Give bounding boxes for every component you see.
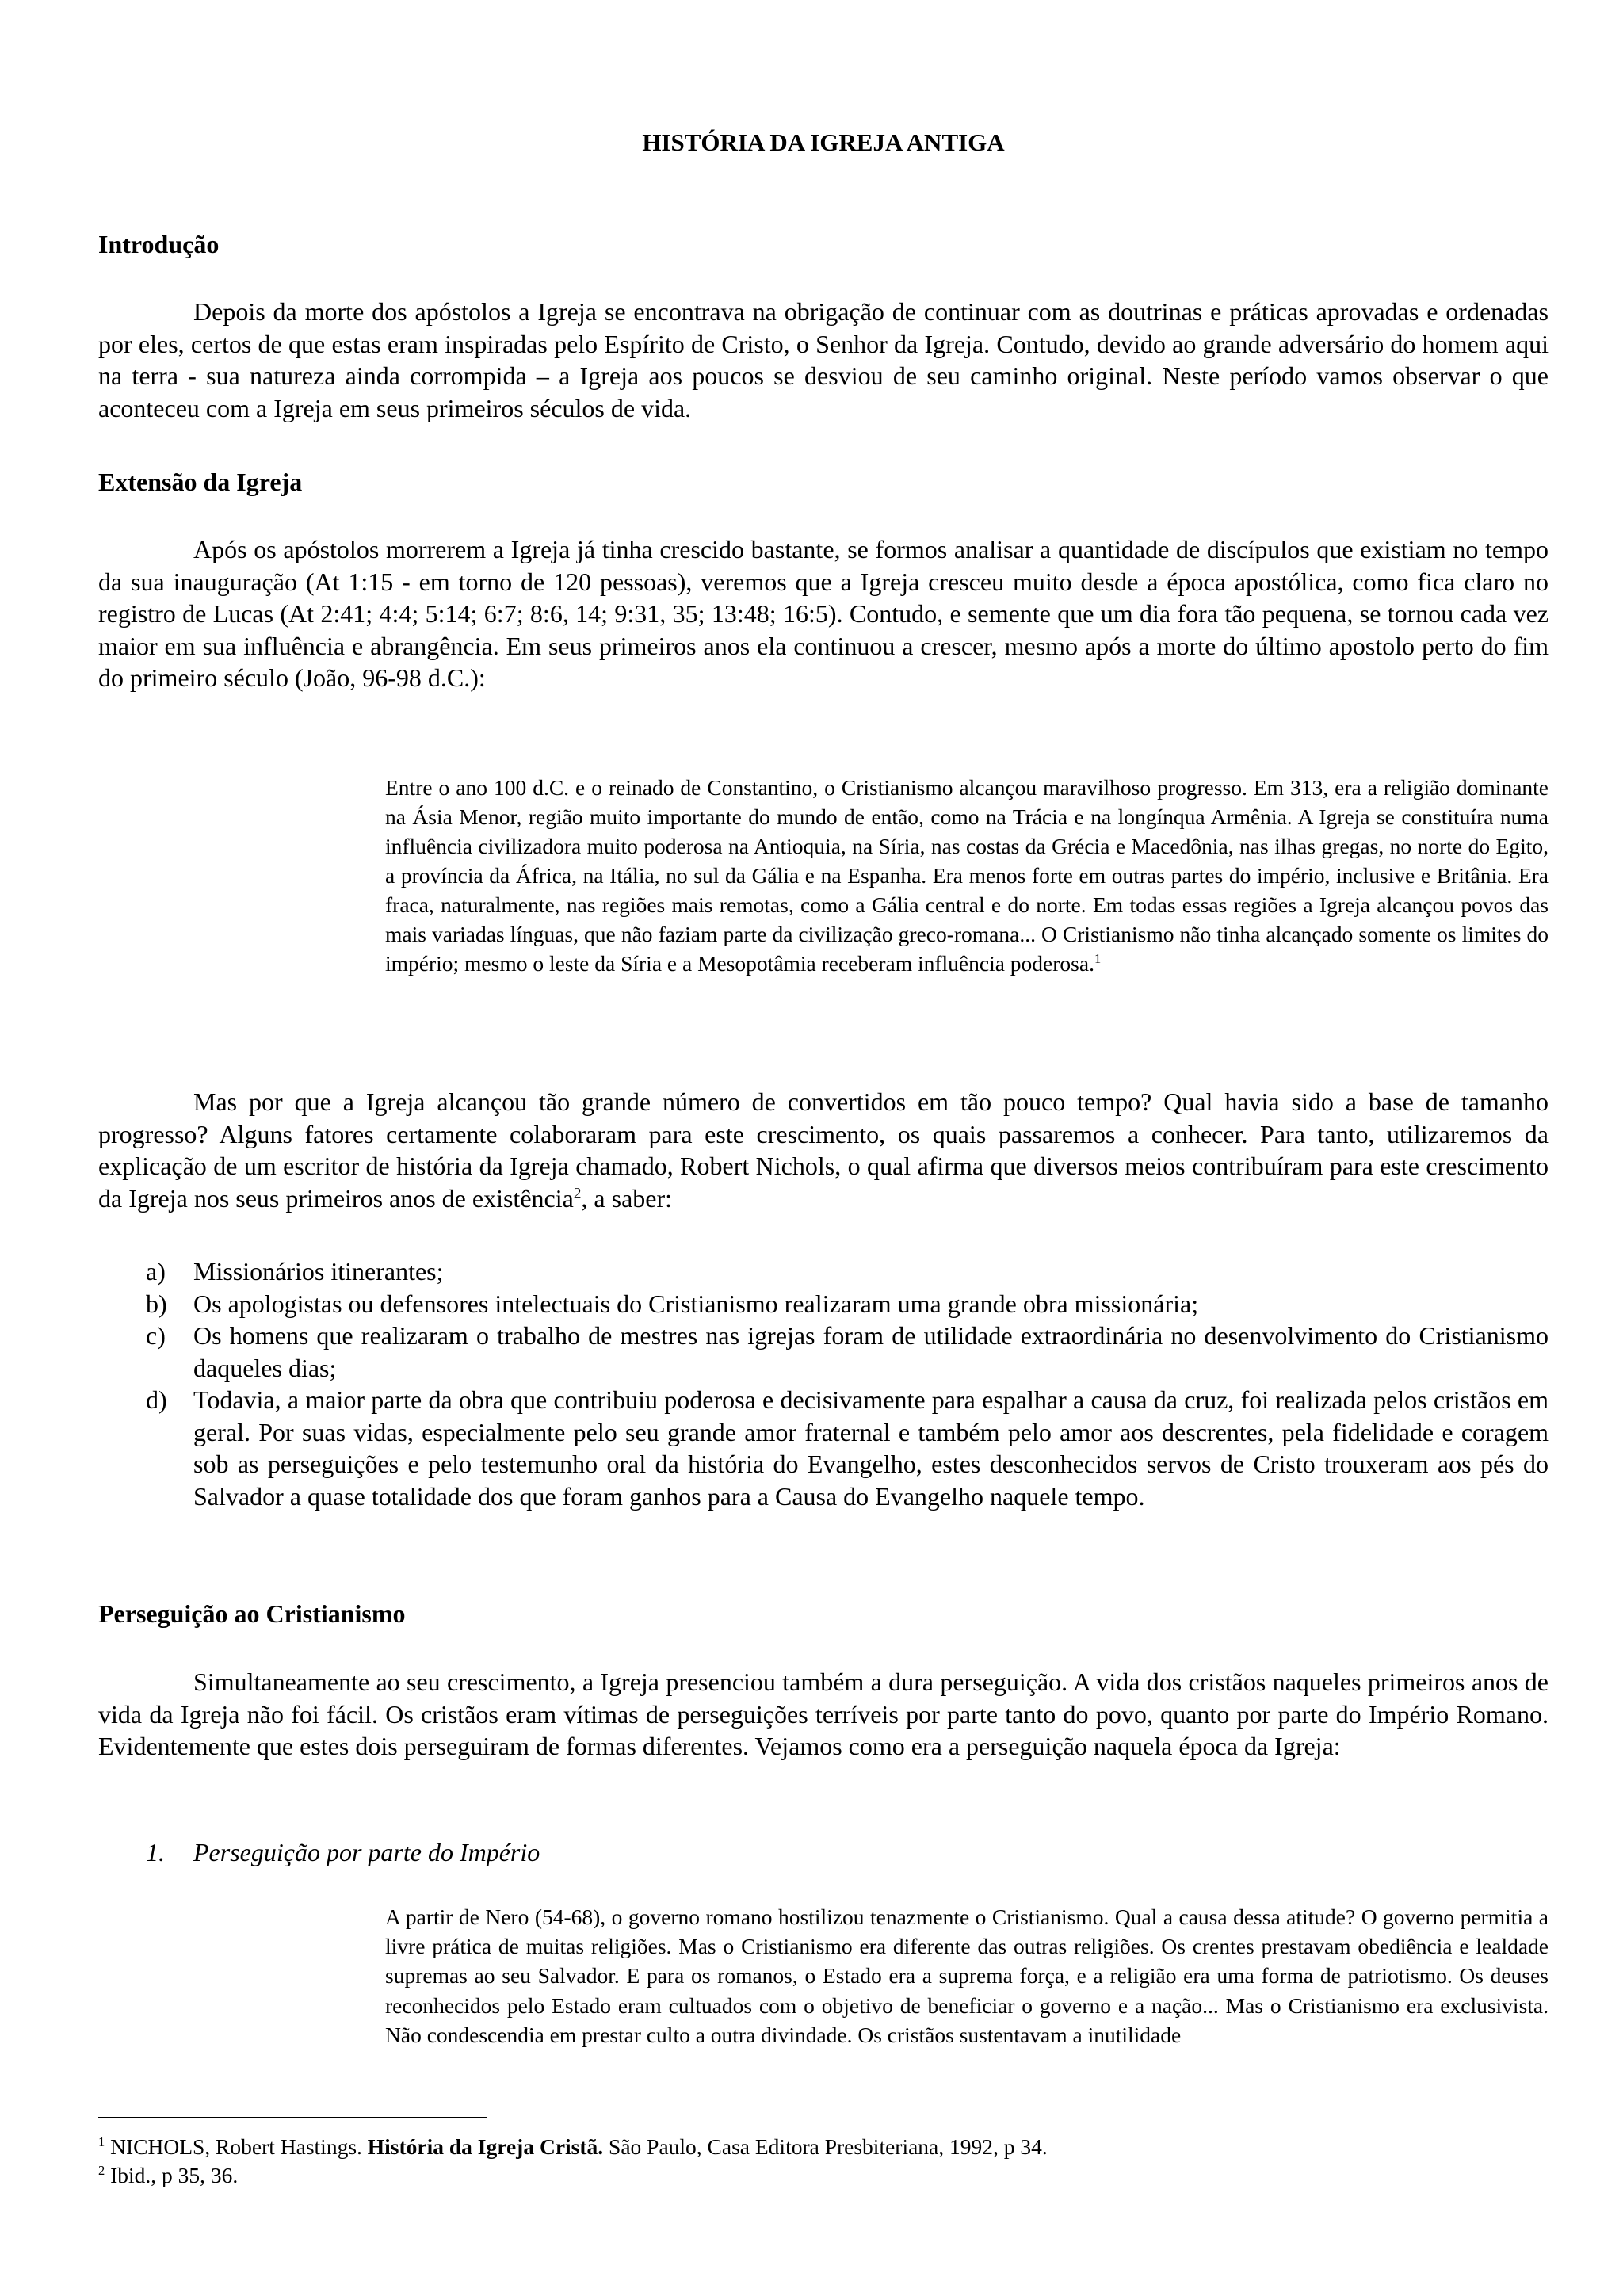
footnote-text: NICHOLS, Robert Hastings. bbox=[110, 2134, 368, 2159]
paragraph-crescimento bbox=[98, 1086, 1549, 1214]
footnote-2 bbox=[98, 2162, 238, 2189]
list-item bbox=[98, 1255, 1549, 1288]
list-marker: c) bbox=[146, 1321, 166, 1350]
paragraph-extensao-text: Após os apóstolos morrerem a Igreja já tinha crescido bastante, se formos analisar a quantidade de discípulos que existiam no tempo da sua inauguração (At 1:15 - em torno de 120 pessoas), veremos que a Igreja cresceu muito desde a época apostólica, como fica claro no registro de Lucas (At 2:41; 4:4; 5:14; 6:7; 8:6, 14; 9:31, 35; 13:48; 16:5). Contudo, e semente que um dia fora tão pequena, se tornou cada vez maior em sua influência e abrangência. Em seus primeiros anos ela continuou a crescer, mesmo após a morte do último apostolo perto do fim do primeiro século (João, 96-98 d.C.): bbox=[98, 535, 1549, 692]
list-marker: a) bbox=[146, 1257, 166, 1286]
footnote-book-title: História da Igreja Cristã. bbox=[367, 2134, 604, 2159]
subheading-title: Perseguição por parte do Império bbox=[193, 1838, 540, 1866]
paragraph-perseguicao bbox=[98, 1666, 1549, 1763]
paragraph-extensao bbox=[98, 533, 1549, 694]
list-marker: d) bbox=[146, 1385, 167, 1414]
list-item-text: Os homens que realizaram o trabalho de mestres nas igrejas foram de utilidade extraordinária no desenvolvimento do Cristianismo daqueles dias; bbox=[193, 1321, 1549, 1382]
footnote-ref-1: 1 bbox=[1094, 950, 1102, 966]
list-item-text: Todavia, a maior parte da obra que contribuiu poderosa e decisivamente para espalhar a causa da cruz, foi realizada pelos cristãos em geral. Por suas vidas, especialmente pelo seu grande amor fraternal e também pelo amor aos descrentes, pela fidelidade e coragem sob as perseguições e pelo testemunho oral da história do Evangelho, estes desconhecidos servos de Cristo trouxeram aos pés do Salvador a quase totalidade dos que foram ganhos para a Causa do Evangelho naquele tempo. bbox=[193, 1385, 1549, 1511]
paragraph-crescimento-tail: , a saber: bbox=[581, 1183, 673, 1213]
heading-extensao: Extensão da Igreja bbox=[98, 468, 303, 496]
footnote-1 bbox=[98, 2134, 1048, 2160]
heading-introducao: Introdução bbox=[98, 230, 220, 258]
block-quote-1 bbox=[385, 773, 1549, 978]
heading-perseguicao: Perseguição ao Cristianismo bbox=[98, 1599, 406, 1628]
paragraph-perseguicao-text: Simultaneamente ao seu crescimento, a Igreja presenciou também a dura perseguição. A vida dos cristãos naqueles primeiros anos de vida da Igreja não foi fácil. Os cristãos eram vítimas de perseguições terríveis por parte tanto do povo, quanto por parte do Império Romano. Evidentemente que estes dois perseguiram de formas diferentes. Vejamos como era a perseguição naquela época da Igreja: bbox=[98, 1668, 1549, 1760]
list-marker: b) bbox=[146, 1289, 167, 1318]
paragraph-introducao bbox=[98, 296, 1549, 424]
block-quote-2-text: A partir de Nero (54-68), o governo romano hostilizou tenazmente o Cristianismo. Qual a causa dessa atitude? O governo permitia a livre prática de muitas religiões. Mas o Cristianismo era diferente das outras religiões. Os crentes prestavam obediência e lealdade supremas ao seu Salvador. E para os romanos, o Estado era a suprema força, e a religião era uma forma de patriotismo. Os deuses reconhecidos pelo Estado eram cultuados com o objetivo de beneficiar o governo e a nação... Mas o Cristianismo era exclusivista. Não condescendia em prestar culto a outra divindade. Os cristãos sustentavam a inutilidade bbox=[385, 1904, 1549, 2047]
page-title: HISTÓRIA DA IGREJA ANTIGA bbox=[642, 128, 1005, 156]
paragraph-crescimento-text: Mas por que a Igreja alcançou tão grande número de convertidos em tão pouco tempo? Qual havia sido a base de tamanho progresso? Alguns fatores certamente colaboraram para este crescimento, os quais passaremos a conhecer. Para tanto, utilizaremos da explicação de um escritor de história da Igreja chamado, Robert Nichols, o qual afirma que diversos meios contribuíram para este crescimento da Igreja nos seus primeiros anos de existência bbox=[98, 1087, 1549, 1213]
footnote-number: 2 bbox=[98, 2162, 105, 2178]
paragraph-introducao-text: Depois da morte dos apóstolos a Igreja se encontrava na obrigação de continuar com as doutrinas e práticas aprovadas e ordenadas por eles, certos de que estas eram inspiradas pelo Espírito de Cristo, o Senhor da Igreja. Contudo, devido ao grande adversário do homem aqui na terra - sua natureza ainda corrompida – a Igreja aos poucos se desviou de seu caminho original. Neste período vamos observar o que aconteceu com a Igreja em seus primeiros séculos de vida. bbox=[98, 297, 1549, 422]
footnote-divider bbox=[98, 2117, 487, 2118]
block-quote-2 bbox=[385, 1902, 1549, 2050]
list-item bbox=[98, 1288, 1549, 1320]
list-item bbox=[98, 1384, 1549, 1512]
list-item bbox=[98, 1320, 1549, 1384]
list-item-text: Os apologistas ou defensores intelectuais do Cristianismo realizaram uma grande obra missionária; bbox=[193, 1289, 1199, 1318]
subheading-imperio bbox=[146, 1836, 540, 1868]
subheading-number: 1. bbox=[146, 1838, 165, 1866]
list-item-text: Missionários itinerantes; bbox=[193, 1257, 444, 1286]
footnote-number: 1 bbox=[98, 2134, 105, 2149]
footnote-ref-2: 2 bbox=[573, 1184, 582, 1201]
block-quote-1-text: Entre o ano 100 d.C. e o reinado de Constantino, o Cristianismo alcançou maravilhoso progresso. Em 313, era a religião dominante na Ásia Menor, região muito importante do mundo de então, como na Trácia e na longínqua Armênia. A Igreja se constituíra numa influência civilizadora muito poderosa na Antioquia, na Síria, nas costas da Grécia e Macedônia, nas ilhas gregas, no norte do Egito, a província da África, na Itália, no sul da Gália e na Espanha. Era menos forte em outras partes do império, inclusive e Britânia. Era fraca, naturalmente, nas regiões mais remotas, como a Gália central e do norte. Em todas essas regiões a Igreja alcançou povos das mais variadas línguas, que não faziam parte da civilização greco-romana... O Cristianismo não tinha alcançado somente os limites do império; mesmo o leste da Síria e a Mesopotâmia receberam influência poderosa. bbox=[385, 775, 1549, 976]
footnote-text: Ibid., p 35, 36. bbox=[110, 2163, 239, 2187]
footnote-text-suffix: São Paulo, Casa Editora Presbiteriana, 1992, p 34. bbox=[603, 2134, 1048, 2159]
growth-factors-list bbox=[98, 1255, 1549, 1512]
